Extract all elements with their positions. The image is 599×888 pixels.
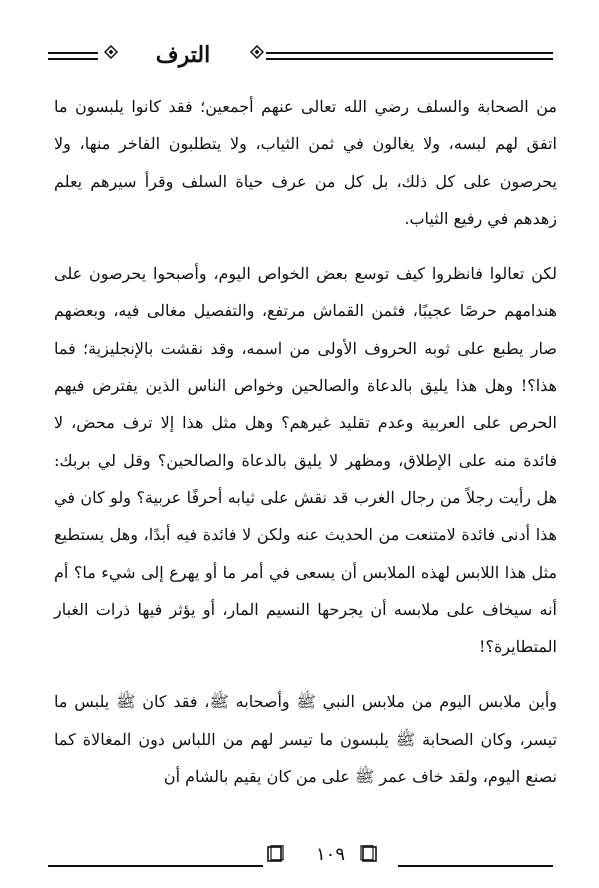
book-frame-icon	[360, 845, 378, 863]
paragraph: وأين ملابس اليوم من ملابس النبي ﷺ وأصحابه ﷺ، فقد كان ﷺ يلبس ما تيسر، وكان الصحابة ﷺ يلبسون ما تيسر لهم من اللباس دون المغالاة كما نصنع اليوم، ولقد خاف عمر ﷺ على من كان يقيم بالشام أن	[54, 692, 558, 787]
diamond-ornament-icon	[250, 45, 264, 59]
page-footer	[48, 845, 553, 869]
paragraph: لكن تعالوا فانظروا كيف توسع بعض الخواص اليوم، وأصبحوا يحرصون على هندامهم حرصًا عجيبًا، فثمن القماش مرتفع، والتفصيل مغالى فيه، وبعضهم صار يطبع على ثوبه الحروف الأولى من اسمه، وقد نقشت بالإنجليزية؛ فما هذا؟! وهل هذا يليق بالدعاة والصالحين وخواص الناس الذين يفترض فيهم الحرص على العربية وعدم تقليد غيرهم؟ وهل مثل هذا إلا ترف محض، لا فائدة منه على الإطلاق، ومظهر لا يليق بالدعاة والصالحين؟ وقل لي بربك: هل رأيت رجلاً من رجال الغرب قد نقش على ثيابه أحرفًا عربية؟ ولو كان في هذا أدنى فائدة لامتنعت من الحديث عنه ولكن لا فائدة فيه أبدًا، وهل يستطيع مثل هذا اللابس لهذه الملابس أن يسعى في أمر ما أو يهرع إلى شيء ما؟ أم أنه سيخاف على ملابسه أن يجرحها النسيم المار، أو يؤثر فيها ذرات الغبار المتطايرة؟!	[54, 264, 558, 657]
page-number: ١٠٩	[263, 843, 398, 867]
page-body	[54, 88, 557, 795]
paragraph: من الصحابة والسلف رضي الله تعالى عنهم أجمعين؛ فقد كانوا يلبسون ما اتفق لهم لبسه، ولا يغالون في ثمن الثياب، ولا يتطلبون الفاخر منها، ولا يحرصون على كل ذلك، بل كل من عرف حياة السلف وقرأ سيرهم يعلم زهدهم في رفيع الثياب.	[54, 97, 558, 228]
chapter-title: الترف	[155, 42, 211, 68]
header-rule-left	[48, 52, 98, 60]
page-header	[48, 40, 553, 70]
header-rule-right	[266, 52, 553, 60]
book-frame-icon	[266, 845, 284, 863]
diamond-ornament-icon	[104, 45, 118, 59]
